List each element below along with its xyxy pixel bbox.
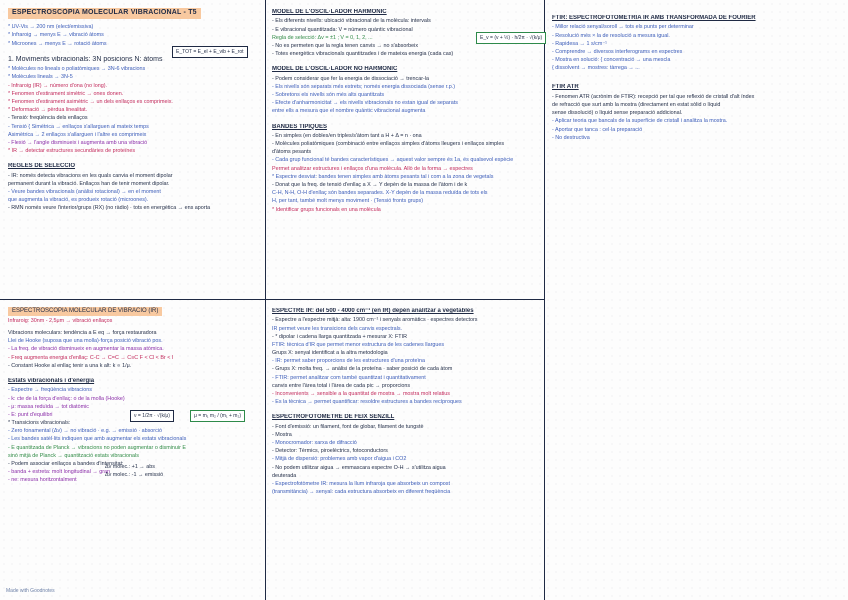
note-line: - Fenomen ATR (acrònim de FTIR): recepció per tal que reflexió de cristall d'alt índex xyxy=(552,93,755,100)
note-line: - Totes energètics vibracionals quantitzades i de mateixa energia (cada cas) xyxy=(272,51,454,58)
note-line: * Fenomen d'estirament asimètric → un dels enllaços es comprimeix. xyxy=(8,98,173,105)
section-heading: MODEL DE L'OSCIL·LADOR HARMÒNIC xyxy=(272,9,387,15)
note-line: - Els diferents nivells: ubicació vibracional de la molècula: intervals xyxy=(272,18,431,25)
note-line: - Detector: Tèrmics, piroelèctrics, fotoconductors xyxy=(272,448,388,455)
note-line: FTIR: tècnica d'IR que permet menor estructura de les cadenes llargues xyxy=(272,341,445,348)
section-heading: ESPECTRE IR: del 500 - 4000 cm⁻¹ (en IR) depèn analitzar a vegetables xyxy=(272,308,474,314)
note-line: - No podem utilitzar aigua → emmascara espectre O-H → s'utilitza aigua xyxy=(272,464,446,471)
note-line: - Efecte d'anharmonicitat → els nivells vibracionals no estan igual de separats xyxy=(272,100,458,107)
note-line: C-H, N-H, O-H d'enllaç són bandes separades. X-Y depèn de la massa reduïda de tots els xyxy=(272,190,488,197)
note-line: - Donat que la freq. de tensió d'enllaç a X → Y depèn de la massa de l'àtom i de k xyxy=(272,181,468,188)
note-line: * Infraroig → menys E → vibració àtoms xyxy=(8,32,104,39)
delta-v-notes xyxy=(105,464,255,484)
energy-formula-box: E_TOT = E_el + E_vib + E_rot xyxy=(172,46,248,58)
note-line: Grups X: senyal identificat a la altra metodologia xyxy=(272,350,388,357)
section-heading: Estats vibracionals i d'energia xyxy=(8,378,95,385)
note-line: Llei de Hooke (suposa que una molla)·força posició vibració pos. xyxy=(8,338,163,345)
column-3 xyxy=(552,12,842,212)
section-heading: MODEL DE L'OSCIL·LADOR NO HARMÒNIC xyxy=(272,66,398,73)
note-line: - k: cte de la força d'enllaç: o de la molla (Hooke) xyxy=(8,395,125,402)
note-line: - IR: només detecta vibracions en les quals canvia el moment dipolar xyxy=(8,172,173,179)
column-2-bottom xyxy=(272,305,540,595)
note-line: - Podem considerar que fer la energia de dissociació → trencar-la xyxy=(272,75,430,82)
note-line: Permet analitzar estructures i enllaços d'una molècula. Allò de la forma → espectres xyxy=(272,165,473,172)
note-line: - Inconvenients → sensible a la quantitat de mostra → mostra molt relatius xyxy=(272,391,450,397)
note-line: (transmitància) → senyal: cada estructura absorbeix en diferent freqüència xyxy=(272,489,451,496)
note-line: - IR: permet saber proporcions de les estructures d'una proteïna xyxy=(272,358,425,365)
harmonic-energy-box: E_v = (v + ½) · h/2π · √(k/μ) xyxy=(476,32,546,44)
note-line: - Mostra en solució: { concentració → una mescla xyxy=(552,57,671,64)
note-line: - No destructiva xyxy=(552,134,590,141)
note-line: - Aportar que tanca : cel·la preparació xyxy=(552,126,643,133)
note-line: permanent durant la vibració. Enllaços han de tenir moment dipolar. xyxy=(8,180,170,187)
note-line: * Molècules no lineals o poliatòmiques → 3N-6 vibracions xyxy=(8,66,146,73)
note-line: que augmenta la vibració, es produeix rotació (microones). xyxy=(8,197,149,204)
note-line: entre ells a mesura que el nombre quàntic vibracional augmenta xyxy=(272,108,426,115)
section-heading: 1. Moviments vibracionals: 3N posicions N: àtoms xyxy=(8,55,163,63)
note-line: * Identificar grups funcionals en una molècula xyxy=(272,206,381,213)
note-line: - Constant Hooke al enllaç tenir a una k alt: k ∝ 1/μ. xyxy=(8,362,132,369)
note-line: - Monocromador: xarxa de difracció xyxy=(272,440,357,447)
note-line: - Flexió → l'angle disminueix i augmenta amb una vibració xyxy=(8,139,148,146)
note-line: - Mostra xyxy=(272,431,292,438)
note-line: - Podem associar enllaços a bandes d'intensitat: xyxy=(8,461,124,468)
note-line: * Espectre desviat: bandes tenen simples amb àtoms pesants tal i com a la zona de vegetals xyxy=(272,173,494,180)
section-heading: REGLES DE SELECCIÓ xyxy=(8,163,76,170)
section-heading: BANDES TÍPIQUES xyxy=(272,123,328,130)
reduced-mass-box: μ = m₁ m₂ / (m₁ + m₂) xyxy=(190,410,245,422)
note-line: - Tensió { Simètrica → enllaços s'allarguen al mateix temps xyxy=(8,123,149,130)
frequency-formula-box: ν = 1/2π · √(k/μ) xyxy=(130,410,174,422)
row-divider-left xyxy=(0,299,265,300)
goodnotes-watermark: Made with Goodnotes xyxy=(6,588,55,594)
page-title: ESPECTROSCÒPIA MOLECULAR VIBRACIONAL - T5 xyxy=(8,8,201,19)
note-line: - Espectre → freqüència vibracions xyxy=(8,387,92,394)
note-line: - Grups X: molta freq. → anàlisi de la proteïna · saber posició de cada àtom xyxy=(272,366,453,373)
note-line: * Transicions vibracionals: xyxy=(8,420,71,427)
note-line: - E: punt d'equilibri xyxy=(8,411,53,418)
note-line: * UV-Vis → 200 nm (elect/emissiva) xyxy=(8,24,94,31)
note-line: deuterada xyxy=(272,472,297,479)
note-line: - Molècules poliatòmiques (combinació entre enllaços simples d'àtoms lleugers i enllaços simples xyxy=(272,141,505,147)
note-line: - Mitjà de dispersió: problemes amb vapor d'aigua i CO2 xyxy=(272,456,407,463)
note-line: - Veure bandes vibracionals (anàlisi rotacional) → en el moment xyxy=(8,188,161,195)
note-line: - μ: massa reduïda → tot diatòmic xyxy=(8,403,90,410)
note-line: sense dissolució) o líquid sense preparació addicional. xyxy=(552,110,683,117)
note-line: Regla de selecció: Δv = ±1 ; V = 0, 1, 2, ... xyxy=(272,34,373,41)
note-line: - Les bandes satèl·lits indiquen que amb augmentar els estats vibracionals xyxy=(8,436,187,443)
note-line: - No es permeten que la regla tenen canvis → no s'absorbeix xyxy=(272,42,419,49)
note-line: sinó mitjà de Planck → quantització estats vibracionals xyxy=(8,452,139,459)
section-heading: ESPECTROFOTÒMETRE DE FEIX SENZILL xyxy=(272,414,395,421)
note-line: - Cada grup funcional té bandes característiques → aquest valor sempre és 1a, és qualsevol espècie xyxy=(272,157,514,164)
note-line: - * dipolar i cadena llarga quantitzada + mesurar X: FTIR xyxy=(272,333,407,340)
note-line: IR permet veure les transicions dels canvis espectrals. xyxy=(272,325,403,332)
note-line: - Comprendre → diversos interferograms en espectres xyxy=(552,48,683,55)
note-line: - Sobretons els nivells són més alts quantitzats xyxy=(272,91,385,98)
note-line: - Espectrofotòmetre IR: mesura la llum infraroja que absorbeix un compost xyxy=(272,481,450,487)
note-line: - Rapidesa → 1 s/cm⁻¹ xyxy=(552,40,607,47)
note-line: * IR → detectar estructures secundàries de proteïnes xyxy=(8,148,136,155)
note-line: - ne: mesura horitzontalment xyxy=(8,477,77,484)
note-line: canvis entre l'àrea total i l'àrea de cada pic → proporcions xyxy=(272,382,411,389)
note-line: * Molècules lineals → 3N-5 xyxy=(8,74,73,81)
note-line: - En simples (en dobles/en triples/s'àtom tant a H + Δ = n · ona xyxy=(272,132,422,139)
note-line: { dissolvent → mostres: tàrrega → ... xyxy=(552,65,640,72)
row-divider-mid xyxy=(266,299,544,300)
note-line: - Espectre a l'espectre mitjà: alta: 1900 cm⁻¹ i senyals aromàtics · espectres detectors xyxy=(272,317,478,324)
note-line: - La freq. de vibració disminueix en augmentar la massa atòmica. xyxy=(8,346,164,353)
note-line: - RMN només veure l'interior/grups (RX) (no ràdio) · tots en energètica → ens aporta xyxy=(8,205,211,212)
note-line: - Resolució més × la de resolució a mesura igual. xyxy=(552,32,670,39)
note-line: - FTIR: permet analitzar com també quantitzat i quantitativament xyxy=(272,374,426,381)
note-line: - E vibracional quantitzada: V = número quàntic vibracional xyxy=(272,26,413,33)
note-line: Vibracions moleculars: tendència a E eq → força restauradora xyxy=(8,330,157,337)
note-line: Δv molec.: -1 → emissió xyxy=(105,472,164,479)
note-line: de refracció que surt amb la mostra (directament en estat sòlid o líquid xyxy=(552,101,721,108)
note-line: - Freq augmenta energia d'enllaç: C-C → C=C → C≡C F < Cl < Br < I xyxy=(8,354,174,361)
note-line: * Fenomen d'estirament simètric → ones donen. xyxy=(8,90,124,97)
note-line: H, per tant, també molt menys moviment · (Tensió fronts grups) xyxy=(272,198,423,205)
note-line: - Zero fonamental (Δv) → no vibració · e.g. → emissió · absorció xyxy=(8,428,162,435)
note-line: - Els nivells són separats més estrets; només energia dissociada (sense r.p.) xyxy=(272,83,456,90)
note-line: - Aplicar teoria que bancals de la superfície de cristall i analitza la mostra. xyxy=(552,118,728,125)
note-line: - Tensió: freqüència dels enllaços xyxy=(8,115,88,122)
note-line: Δv molec.: +1 → abs xyxy=(105,464,155,470)
column-divider-right xyxy=(544,0,545,600)
note-line: - Millor relació senyal/soroll → tots els punts per determinar xyxy=(552,24,694,31)
note-line: - banda + estreta: molt longitudinal → gran xyxy=(8,469,111,476)
note-line: - Es la tècnica → permet quantificar: resoldre estructures a bandes recíproques xyxy=(272,399,462,406)
note-line: Infraroig: 30nm - 2,5μm → vibració enllaços xyxy=(8,317,113,324)
note-line: - E quantitzada de Planck → vibracions no poden augmentar o disminuir E xyxy=(8,444,186,451)
column-1-bottom xyxy=(8,307,260,595)
note-line: * Deformació → pèrdua linealitat. xyxy=(8,107,88,114)
section-heading: FTIR ATR xyxy=(552,84,579,91)
section-heading: FTIR: ESPECTROFOTOMETRIA IR AMB TRANSFORMADA DE FOURIER xyxy=(552,15,756,21)
note-line: Asimètrica → 2 enllaços s'allarguen i l'altre es comprimeix xyxy=(8,131,147,138)
note-line: - Font d'emissió: un filament, font de globar, filament de tungstè xyxy=(272,423,424,430)
note-line: - Infraroig (IR) → número d'ona (no long). xyxy=(8,82,108,89)
note-line: d'àtoms pesants xyxy=(272,149,312,156)
section-title: ESPECTROSCÒPIA MOLECULAR DE VIBRACIÓ (IR) xyxy=(8,307,162,316)
note-line: * Microones → menys E → rotació àtoms xyxy=(8,40,107,47)
column-2-top xyxy=(272,6,540,296)
